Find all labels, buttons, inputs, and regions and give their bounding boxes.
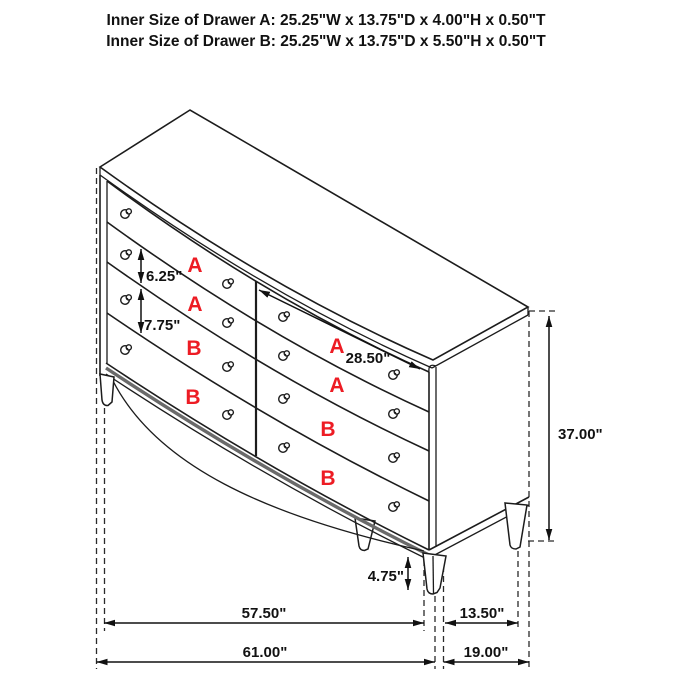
drawer-knob (279, 312, 290, 322)
dimension-label-overall-width: 61.00" (242, 644, 288, 661)
drawer-knob (223, 279, 234, 289)
dimension-drawer-a-height (141, 249, 182, 285)
dimension-annotations (97, 249, 603, 662)
drawer-label-right-1: A (329, 335, 345, 358)
drawer-label-right-2: A (329, 374, 345, 397)
dimension-label-overall-depth: 19.00" (463, 644, 509, 661)
apron-bottom-curve (112, 379, 424, 551)
dimension-overall-height (549, 316, 603, 540)
front-right-leg (423, 553, 446, 594)
dimension-drawer-b-height (141, 289, 180, 334)
dimension-label-front-width-between-legs: 57.50" (241, 605, 287, 622)
drawer-letter-labels (185, 254, 344, 490)
drawer-knob (279, 394, 290, 404)
right-corner-cap (429, 365, 436, 372)
drawer-knob (223, 362, 234, 372)
drawer-label-left-4: B (185, 386, 201, 409)
drawer-label-right-3: B (320, 418, 336, 441)
dimension-label-overall-height: 37.00" (558, 426, 603, 443)
drawer-knob (279, 351, 290, 361)
dimension-overall-width (97, 644, 436, 662)
dimension-leg-height (368, 557, 408, 590)
front-left-leg (100, 374, 114, 406)
drawer-knob (389, 502, 400, 512)
drawer-knob (389, 370, 400, 380)
front-right-leg-corner-edge (433, 556, 434, 594)
base-shadow-line (106, 368, 429, 555)
drawer-label-left-3: B (186, 337, 202, 360)
dresser-drawing (100, 110, 529, 594)
drawer-label-right-4: B (320, 467, 336, 490)
drawer-knob (389, 409, 400, 419)
drawer-knob (121, 295, 132, 305)
inner-size-drawer-b-title: Inner Size of Drawer B: 25.25"W x 13.75"D x 5.50"H x 0.50"T (106, 33, 546, 50)
drawer-knob (121, 345, 132, 355)
top-edge-band-side (432, 315, 528, 368)
dimension-label-drawer-a-height: 6.25" (146, 268, 183, 285)
drawer-label-left-1: A (187, 254, 203, 277)
drawer-knob (121, 250, 132, 259)
drawer-knob (389, 453, 400, 463)
drawer-label-left-2: A (187, 293, 203, 316)
dimension-front-width-between-legs (104, 605, 424, 623)
inner-size-drawer-a-title: Inner Size of Drawer A: 25.25"W x 13.75"D x 4.00"H x 0.50"T (106, 12, 546, 29)
drawer-knob (121, 209, 132, 219)
dimension-depth-between-legs (445, 605, 518, 623)
dimension-label-right-bank-width: 28.50" (345, 350, 391, 367)
drawer-knob (223, 410, 234, 420)
back-right-leg (505, 503, 527, 549)
drawer-knob (223, 318, 234, 328)
dimension-label-drawer-b-height: 7.75" (144, 317, 181, 334)
dimension-label-depth-between-legs: 13.50" (459, 605, 505, 622)
drawer-knob (279, 443, 290, 453)
dimension-label-leg-height: 4.75" (367, 568, 404, 585)
dimension-overall-depth (444, 644, 530, 662)
